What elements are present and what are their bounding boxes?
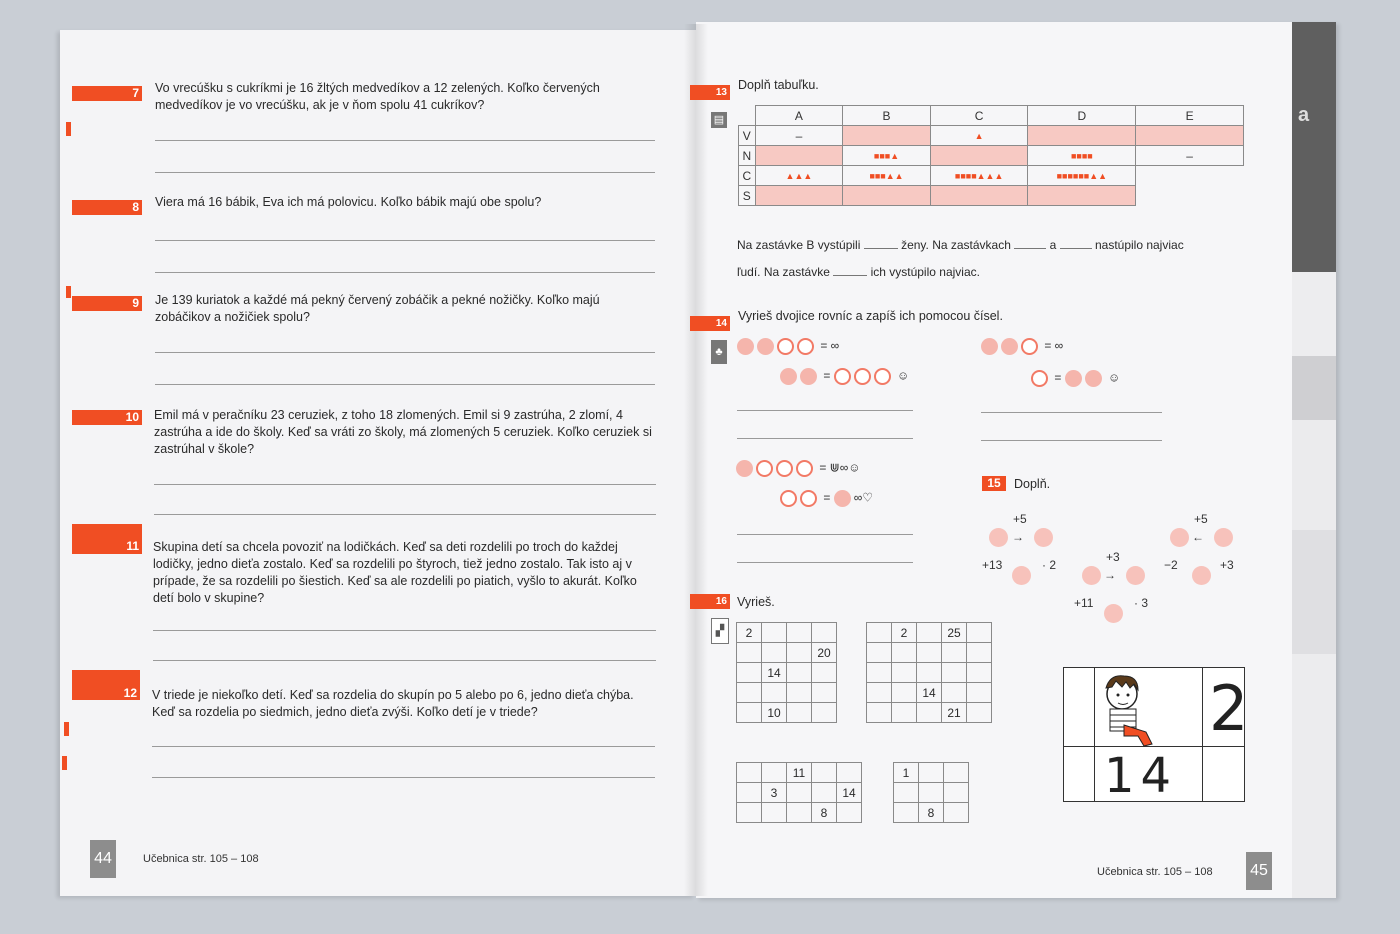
- answer-line: [155, 352, 655, 353]
- row-label: N: [739, 146, 756, 166]
- question-number-13: 13: [690, 85, 730, 100]
- footer-reference-left: Učebnica str. 105 – 108: [143, 853, 259, 865]
- blank[interactable]: [864, 248, 898, 249]
- operation-circle[interactable]: [989, 528, 1008, 547]
- question-10-text: Emil má v peračníku 23 ceruziek, z toho 18 zlomených. Emil si 9 zastrúha, 2 zlomí, 4 zastrúha a ide do školy. Keď sa vráti zo školy, má zlomených 5 ceruziek. Koľko ceruziek si zastrúhal v škole?: [154, 408, 652, 456]
- sentence-part: ľudí. Na zastávke: [737, 265, 830, 279]
- equation-3a: = ⋓∞☺: [736, 460, 861, 477]
- operation-circle[interactable]: [1170, 528, 1189, 547]
- fill-sentence-2: [737, 264, 980, 281]
- answer-line: [154, 484, 656, 485]
- bus-stop-table: [738, 105, 1244, 206]
- question-number-11: 11: [72, 524, 142, 554]
- operation-label: · 2: [1042, 558, 1057, 572]
- grid-icon: ▞: [711, 618, 729, 644]
- table-cell: ▲: [930, 126, 1028, 146]
- table-cell[interactable]: [1028, 126, 1136, 146]
- question-number-12: 12: [72, 670, 140, 700]
- question-number-15: 15: [982, 476, 1006, 491]
- bus-icon: ▤: [711, 112, 727, 128]
- sidebar-dark-band: [1292, 22, 1336, 272]
- table-cell: ■■■▲: [843, 146, 931, 166]
- sentence-part: ich vystúpilo najviac.: [870, 265, 980, 279]
- question-12-text: V triede je niekoľko detí. Keď sa rozdelia do skupín po 5 alebo po 6, jedno dieťa chýba. Keď sa rozdelia po siedmich, jedno dieťa zvýši. Koľko detí je v triede?: [152, 688, 634, 719]
- table-header: A: [755, 106, 843, 126]
- example-picture: [1063, 667, 1249, 804]
- sidebar-band: [1292, 654, 1336, 898]
- table-cell[interactable]: [1136, 126, 1244, 146]
- sentence-part: Na zastávke B vystúpili: [737, 238, 861, 252]
- table-cell: –: [1136, 146, 1244, 166]
- table-header: E: [1136, 106, 1244, 126]
- answer-line: [155, 384, 655, 385]
- question-16-title: Vyrieš.: [737, 595, 775, 609]
- answer-line: [155, 140, 655, 141]
- operation-circle[interactable]: [1192, 566, 1211, 585]
- sentence-part: nastúpilo najviac: [1094, 238, 1184, 252]
- answer-line: [981, 440, 1162, 441]
- number-grid-3: 11 3 14 8: [736, 762, 862, 823]
- table-cell[interactable]: [843, 126, 931, 146]
- row-label: S: [739, 186, 756, 206]
- table-header: C: [930, 106, 1028, 126]
- question-9-text: Je 139 kuriatok a každé má pekný červený zobáčik a pekné nožičky. Koľko majú zobáčikov a nožičiek spolu?: [155, 293, 600, 324]
- page-number-right: 45: [1246, 852, 1272, 890]
- table-cell[interactable]: [1028, 186, 1136, 206]
- answer-line: [981, 412, 1162, 413]
- operation-circle[interactable]: [1012, 566, 1031, 585]
- blank[interactable]: [833, 275, 867, 276]
- operation-circle[interactable]: [1214, 528, 1233, 547]
- blank[interactable]: [1014, 248, 1046, 249]
- equation-2b: = ☺: [1031, 370, 1120, 387]
- equation-2a: = ∞: [981, 338, 1063, 355]
- picture-number-top: 2: [1209, 672, 1249, 745]
- answer-line: [155, 172, 655, 173]
- question-number-7: 7: [72, 86, 142, 101]
- table-cell[interactable]: [755, 186, 843, 206]
- blank[interactable]: [1060, 248, 1092, 249]
- table-cell[interactable]: [930, 146, 1028, 166]
- arrow-right-icon: →: [1012, 530, 1024, 544]
- answer-line: [737, 438, 913, 439]
- question-11-text: Skupina detí sa chcela povoziť na lodičkách. Keď sa deti rozdelili po troch do každej lodičky, jedno dieťa zostalo. Keď sa rozdelili po štyroch, tiež jedno zostalo. Tak isto aj v prípade, že sa rozdelili po šiestich. Keď sa ale rozdelili po piatich, vyšlo to akurát. Koľko detí bolo v skupine?: [153, 540, 637, 605]
- question-14-title: Vyrieš dvojice rovníc a zapíš ich pomocou čísel.: [738, 309, 1003, 323]
- row-label: C: [739, 166, 756, 186]
- table-cell[interactable]: [843, 186, 931, 206]
- table-cell: ■■■■: [1028, 146, 1136, 166]
- number-grid-1: 2 20 14 10: [736, 622, 837, 723]
- page-number-left: 44: [90, 840, 116, 878]
- table-cell: –: [755, 126, 843, 146]
- answer-line: [154, 514, 656, 515]
- side-mark: [64, 722, 69, 736]
- operation-label: · 3: [1134, 596, 1149, 610]
- arrow-left-icon: ←: [1192, 530, 1204, 544]
- answer-line: [737, 410, 913, 411]
- answer-line: [153, 630, 656, 631]
- sentence-part: ženy. Na zastávkach: [901, 238, 1011, 252]
- operation-label: +13: [982, 558, 1003, 572]
- side-mark: [66, 122, 71, 136]
- left-page: [60, 30, 696, 896]
- question-number-10: 10: [72, 410, 142, 425]
- picture-number-bottom: 14: [1104, 748, 1178, 804]
- operation-circle[interactable]: [1126, 566, 1145, 585]
- sidebar-letter: a: [1298, 104, 1310, 126]
- answer-line: [152, 746, 655, 747]
- operation-label: +11: [1074, 596, 1094, 610]
- sentence-part: a: [1049, 238, 1057, 252]
- sidebar-band: [1292, 530, 1336, 654]
- book-gutter: [684, 24, 708, 896]
- sidebar-band: [1292, 356, 1336, 420]
- equation-1a: = ∞: [737, 338, 839, 355]
- operation-circle[interactable]: [1034, 528, 1053, 547]
- question-number-16: 16: [690, 594, 730, 609]
- answer-line: [737, 562, 913, 563]
- sidebar-band: [1292, 272, 1336, 356]
- question-13-title: Doplň tabuľku.: [738, 78, 819, 92]
- arrow-right-icon: →: [1104, 568, 1116, 582]
- number-grid-4: 1 8: [893, 762, 969, 823]
- table-cell: ■■■▲▲: [843, 166, 931, 186]
- operation-label: +3: [1220, 558, 1234, 572]
- side-mark: [66, 286, 71, 298]
- answer-line: [153, 660, 656, 661]
- equation-1b: = ☺: [780, 368, 909, 385]
- question-number-14: 14: [690, 316, 730, 331]
- side-mark: [62, 756, 67, 770]
- table-header: D: [1028, 106, 1136, 126]
- table-cell: ■■■■■■▲▲: [1028, 166, 1136, 186]
- tree-icon: ♣: [711, 340, 727, 364]
- operation-circle[interactable]: [1082, 566, 1101, 585]
- table-cell[interactable]: [755, 146, 843, 166]
- question-number-9: 9: [72, 296, 142, 311]
- table-cell: ▲▲▲: [755, 166, 843, 186]
- table-header: B: [843, 106, 931, 126]
- row-label: V: [739, 126, 756, 146]
- answer-line: [152, 777, 655, 778]
- operation-label: +5: [1194, 512, 1208, 526]
- table-cell[interactable]: [930, 186, 1028, 206]
- number-grid-2: 2 25 14 21: [866, 622, 992, 723]
- question-number-8: 8: [72, 200, 142, 215]
- footer-reference-right: Učebnica str. 105 – 108: [1097, 866, 1213, 878]
- fill-sentence-1: [737, 237, 1184, 254]
- boy-illustration: [1094, 670, 1184, 750]
- question-8-text: Viera má 16 bábik, Eva ich má polovicu. Koľko bábik majú obe spolu?: [155, 195, 542, 209]
- operation-label: +3: [1106, 550, 1120, 564]
- answer-line: [155, 272, 655, 273]
- operation-label: +5: [1013, 512, 1027, 526]
- question-15-title: Doplň.: [1014, 477, 1051, 491]
- equation-3b: = ∞♡: [780, 490, 873, 507]
- question-7-text: Vo vrecúšku s cukríkmi je 16 žltých medvedíkov a 12 zelených. Koľko červených medvedíkov je vo vrecúšku, ak je v ňom spolu 41 cukríkov?: [155, 81, 600, 112]
- answer-line: [155, 240, 655, 241]
- operation-label: −2: [1164, 558, 1178, 572]
- table-cell: ■■■■▲▲▲: [930, 166, 1028, 186]
- sidebar-band: [1292, 420, 1336, 530]
- operation-circle[interactable]: [1104, 604, 1123, 623]
- answer-line: [737, 534, 913, 535]
